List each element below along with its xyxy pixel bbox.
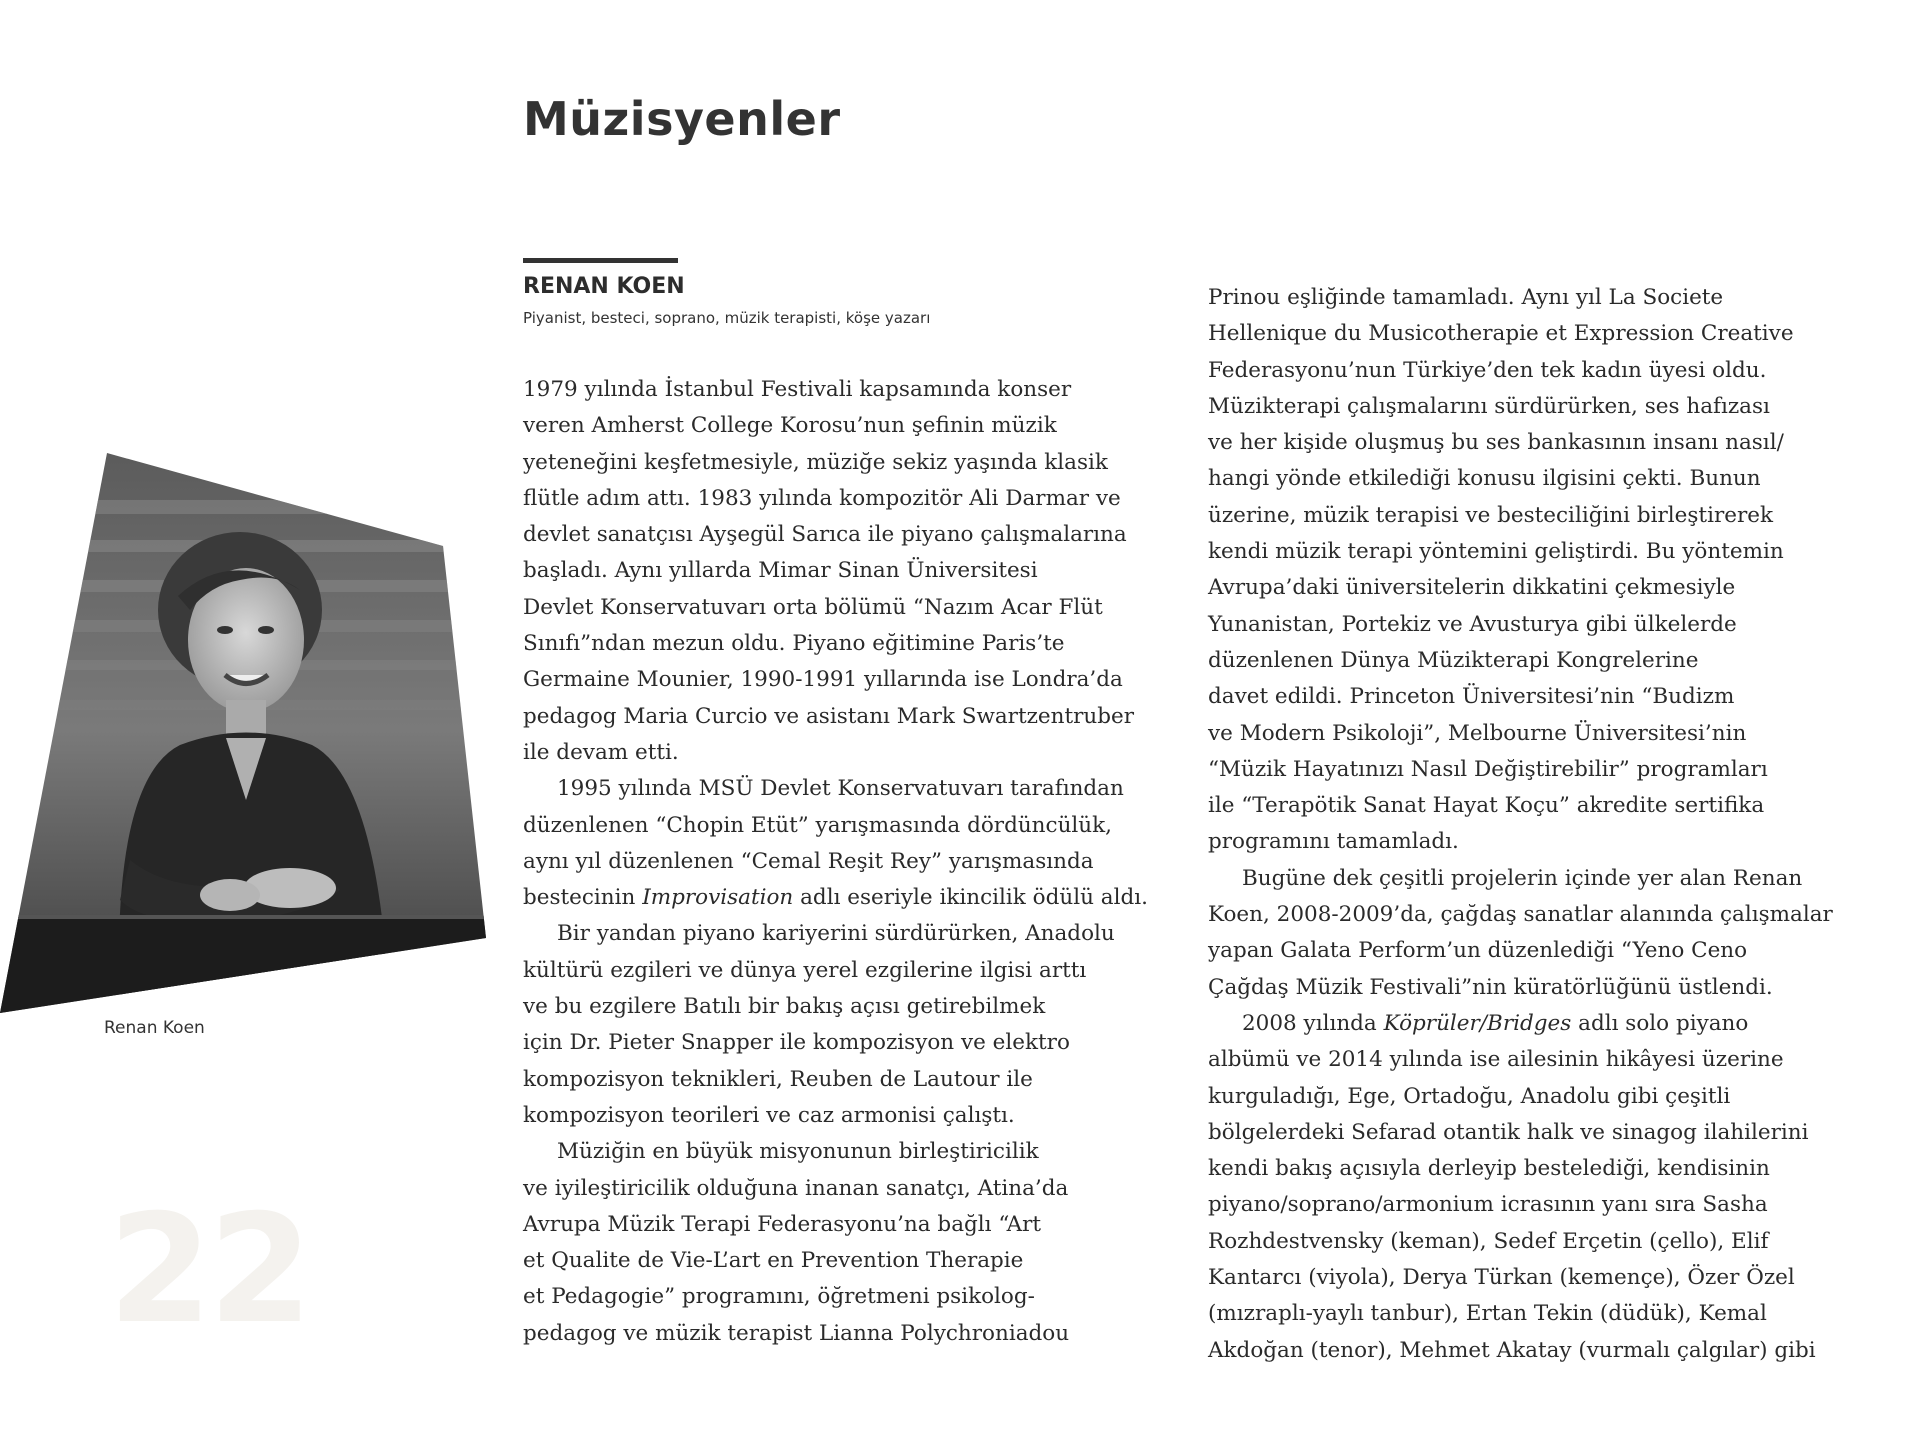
text-line: yeteneğini keşfetmesiyle, müziğe sekiz yaşında klasik	[523, 449, 1108, 475]
text-line: yapan Galata Perform’un düzenlediği “Yeno Ceno	[1208, 938, 1748, 964]
text-line: ve iyileştiricilik olduğuna inanan sanatçı, Atina’da	[523, 1175, 1069, 1201]
text-fragment: adlı solo piyano	[1578, 1010, 1749, 1036]
text-line: programını tamamladı.	[1208, 829, 1459, 855]
text-line: düzenlenen “Chopin Etüt” yarışmasında dördüncülük,	[523, 812, 1113, 838]
text-line: Müzikterapi çalışmalarını sürdürürken, ses hafızası	[1208, 393, 1770, 419]
text-line: Kantarcı (viyola), Derya Türkan (kemençe), Özer Özel	[1208, 1265, 1795, 1291]
text-line: Müziğin en büyük misyonunun birleştiricilik	[557, 1139, 1039, 1165]
text-line: kompozisyon teknikleri, Reuben de Lautour ile	[523, 1066, 1033, 1092]
text-line: Bir yandan piyano kariyerini sürdürürken, Anadolu	[557, 921, 1115, 947]
text-line: Germaine Mounier, 1990-1991 yıllarında ise Londra’da	[523, 667, 1123, 693]
person-roles: Piyanist, besteci, soprano, müzik terapisti, köşe yazarı	[523, 309, 931, 327]
paragraph	[523, 916, 1173, 1134]
paragraph	[523, 1134, 1173, 1352]
person-name: RENAN KOEN	[523, 274, 685, 299]
text-line: Çağdaş Müzik Festivali”nin küratörlüğünü üstlendi.	[1208, 974, 1773, 1000]
album-title: Köprüler/Bridges	[1383, 1010, 1572, 1036]
text-line: aynı yıl düzenlenen “Cemal Reşit Rey” yarışmasında	[523, 848, 1094, 874]
text-line: Bugüne dek çeşitli projelerin içinde yer alan Renan	[1242, 865, 1803, 891]
text-line: başladı. Aynı yıllarda Mimar Sinan Üniversitesi	[523, 558, 1038, 584]
text-line: Rozhdestvensky (keman), Sedef Erçetin (çello), Elif	[1208, 1228, 1769, 1254]
text-line: Federasyonu’nun Türkiye’den tek kadın üyesi oldu.	[1208, 357, 1767, 383]
page-title: Müzisyenler	[523, 92, 841, 146]
text-fragment: 2008 yılında	[1242, 1010, 1377, 1036]
text-line: albümü ve 2014 yılında ise ailesinin hikâyesi üzerine	[1208, 1047, 1784, 1073]
text-line: bölgelerdeki Sefarad otantik halk ve sinagog ilahilerini	[1208, 1119, 1809, 1145]
text-line: et Qualite de Vie-L’art en Prevention Therapie	[523, 1248, 1024, 1274]
text-line	[523, 880, 1173, 916]
text-line: kurguladığı, Ege, Ortadoğu, Anadolu gibi çeşitli	[1208, 1083, 1731, 1109]
text-line: (mızraplı-yaylı tanbur), Ertan Tekin (düdük), Kemal	[1208, 1301, 1767, 1327]
paragraph	[523, 372, 1173, 771]
body-text-right	[1208, 280, 1898, 1369]
text-line: et Pedagogie” programını, öğretmeni psikolog-	[523, 1284, 1035, 1310]
text-line: kendi müzik terapi yöntemini geliştirdi. Bu yöntemin	[1208, 539, 1784, 565]
text-line: Koen, 2008-2009’da, çağdaş sanatlar alanında çalışmalar	[1208, 902, 1833, 928]
text-line: Sınıfı”ndan mezun oldu. Piyano eğitimine Paris’te	[523, 631, 1065, 657]
text-line: kültürü ezgileri ve dünya yerel ezgilerine ilgisi arttı	[523, 957, 1087, 983]
section-rule	[523, 258, 678, 263]
text-line: düzenlenen Dünya Müzikterapi Kongrelerine	[1208, 647, 1699, 673]
text-line: ile “Terapötik Sanat Hayat Koçu” akredite sertifika	[1208, 793, 1765, 819]
work-title: Improvisation	[642, 885, 794, 911]
paragraph	[1208, 1006, 1898, 1369]
text-fragment: bestecinin	[523, 885, 636, 911]
text-line: Devlet Konservatuvarı orta bölümü “Nazım Acar Flüt	[523, 594, 1103, 620]
text-line: Prinou eşliğinde tamamladı. Aynı yıl La Societe	[1208, 285, 1724, 310]
paragraph	[1208, 280, 1898, 861]
text-line: “Müzik Hayatınızı Nasıl Değiştirebilir” programları	[1208, 756, 1768, 782]
text-line: Hellenique du Musicotherapie et Expression Creative	[1208, 321, 1794, 347]
text-line: ile devam etti.	[523, 739, 679, 765]
text-line: Yunanistan, Portekiz ve Avusturya gibi ülkelerde	[1208, 611, 1737, 637]
text-line: ve bu ezgilere Batılı bir bakış açısı getirebilmek	[523, 994, 1046, 1020]
body-text-left	[523, 372, 1173, 1352]
text-line: pedagog Maria Curcio ve asistanı Mark Swartzentruber	[523, 703, 1135, 729]
portrait-photo	[0, 0, 500, 1024]
text-line: için Dr. Pieter Snapper ile kompozisyon ve elektro	[523, 1030, 1070, 1056]
text-line: pedagog ve müzik terapist Lianna Polychroniadou	[523, 1320, 1070, 1346]
text-line: piyano/soprano/armonium icrasının yanı sıra Sasha	[1208, 1192, 1768, 1218]
text-line: davet edildi. Princeton Üniversitesi’nin “Budizm	[1208, 684, 1735, 710]
text-line: 1979 yılında İstanbul Festivali kapsamında konser	[523, 377, 1072, 402]
text-line: ve her kişide oluşmuş bu ses bankasının insanı nasıl/	[1208, 430, 1784, 456]
text-line: kendi bakış açısıyla derleyip bestelediği, kendisinin	[1208, 1156, 1770, 1182]
text-line: Avrupa’daki üniversitelerin dikkatini çekmesiyle	[1208, 575, 1736, 601]
text-fragment: adlı eseriyle ikincilik ödülü aldı.	[800, 885, 1148, 911]
text-line: ve Modern Psikoloji”, Melbourne Üniversitesi’nin	[1208, 720, 1747, 746]
text-line: Avrupa Müzik Terapi Federasyonu’na bağlı “Art	[523, 1211, 1042, 1237]
text-line: devlet sanatçısı Ayşegül Sarıca ile piyano çalışmalarına	[523, 522, 1127, 548]
text-line: veren Amherst College Korosu’nun şefinin müzik	[523, 413, 1057, 439]
text-line: flütle adım attı. 1983 yılında kompozitör Ali Darmar ve	[523, 485, 1121, 511]
page-number: 22	[108, 1183, 309, 1357]
text-line: hangi yönde etkilediği konusu ilgisini çekti. Bunun	[1208, 466, 1761, 492]
text-line: Akdoğan (tenor), Mehmet Akatay (vurmalı çalgılar) gibi	[1208, 1337, 1816, 1363]
photo-caption: Renan Koen	[104, 1018, 205, 1038]
text-line: kompozisyon teorileri ve caz armonisi çalıştı.	[523, 1102, 1015, 1128]
text-line: üzerine, müzik terapisi ve besteciliğini birleştirerek	[1208, 502, 1773, 528]
text-line: 1995 yılında MSÜ Devlet Konservatuvarı tarafından	[557, 776, 1124, 802]
text-line	[1208, 1006, 1898, 1042]
paragraph	[523, 771, 1173, 916]
paragraph	[1208, 861, 1898, 1006]
